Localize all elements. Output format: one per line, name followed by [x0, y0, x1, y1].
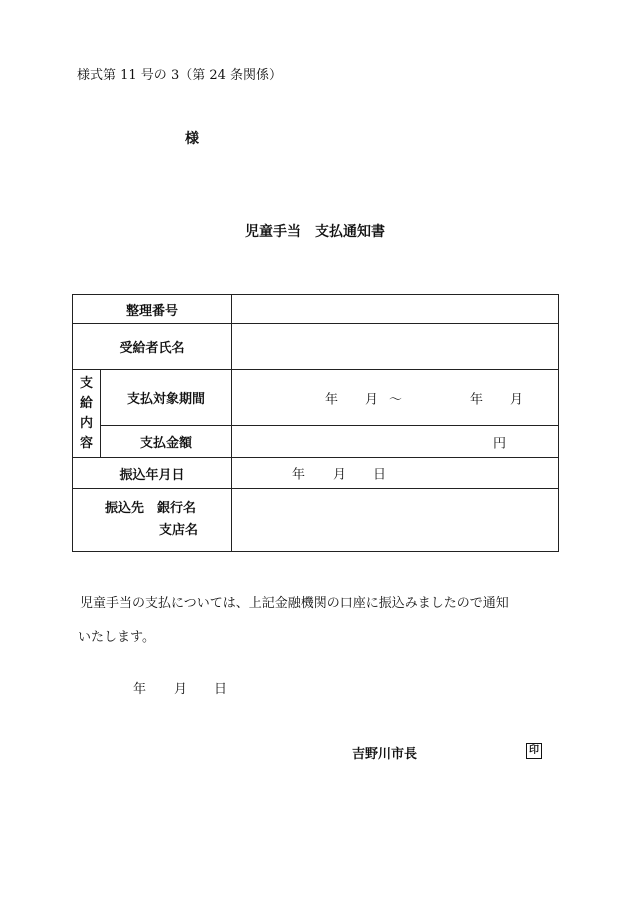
transfer-date-row — [73, 458, 559, 489]
amount-label: 支払金額 — [101, 426, 232, 458]
bank-value — [232, 489, 559, 552]
bank-row — [73, 489, 559, 552]
transfer-date-label: 振込年月日 — [73, 458, 232, 489]
issue-month: 月 — [174, 682, 188, 697]
transfer-day: 日 — [373, 467, 387, 483]
recipient-row — [73, 324, 559, 370]
bank-label — [73, 489, 232, 552]
recipient-label: 受給者氏名 — [73, 324, 232, 370]
ref-no-value — [232, 295, 559, 324]
signatory: 吉野川市長 — [352, 747, 418, 762]
transfer-year: 年 — [292, 467, 306, 483]
payment-section-char: 給 — [79, 395, 93, 411]
ref-no-label: 整理番号 — [73, 295, 232, 324]
amount-value — [232, 426, 559, 458]
body-text-line1: 児童手当の支払については、上記金融機関の口座に振込みましたので通知 — [80, 596, 509, 611]
period-row — [73, 370, 559, 426]
payment-section-char: 容 — [79, 435, 93, 451]
body-text-line2: いたします。 — [78, 630, 155, 645]
ref-no-row — [73, 295, 559, 324]
transfer-month: 月 — [333, 467, 347, 483]
recipient-value — [232, 324, 559, 370]
addressee-suffix: 様 — [185, 131, 199, 147]
payment-section-char: 支 — [79, 375, 93, 391]
form-id: 様式第 11 号の 3（第 24 条関係） — [77, 68, 283, 83]
amount-unit: 円 — [493, 436, 507, 451]
period-end-month: 月 — [510, 392, 524, 407]
branch-name-label: 支店名 — [159, 523, 199, 538]
period-end-year: 年 — [470, 392, 484, 407]
payment-section-char: 内 — [79, 415, 93, 431]
issue-day: 日 — [214, 682, 228, 697]
period-start-month: 月 — [365, 392, 379, 407]
issue-year: 年 — [133, 682, 147, 697]
amount-row — [73, 426, 559, 458]
notice-table — [72, 294, 559, 552]
period-label: 支払対象期間 — [101, 370, 232, 426]
period-value — [232, 370, 559, 426]
bank-name-label: 振込先 銀行名 — [105, 501, 197, 516]
period-start-year: 年 — [325, 392, 339, 407]
period-tilde: 〜 — [389, 392, 403, 407]
transfer-date-value — [232, 458, 559, 489]
seal-mark: 印 — [526, 743, 542, 759]
document-title: 児童手当 支払通知書 — [245, 224, 385, 240]
payment-section-label — [73, 370, 101, 458]
